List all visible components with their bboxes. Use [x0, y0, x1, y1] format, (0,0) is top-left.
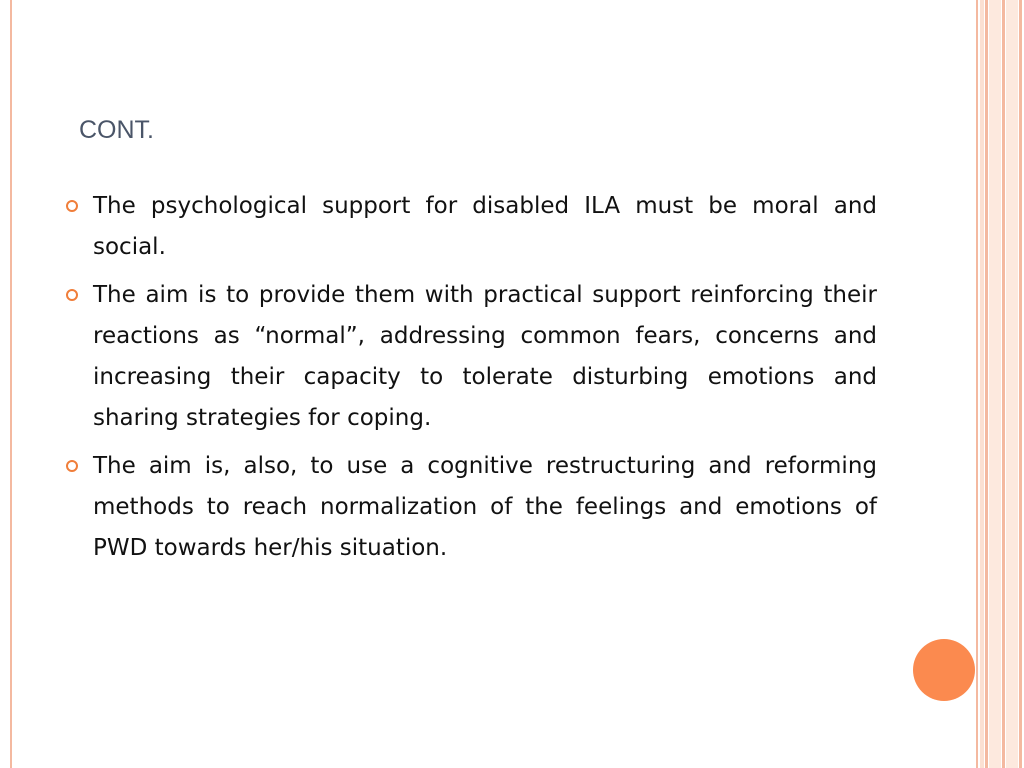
- bullet-item: [65, 446, 877, 569]
- bullet-list: [65, 186, 877, 576]
- bullet-item: [65, 186, 877, 268]
- bullet-item: [65, 275, 877, 439]
- stripe: [989, 0, 1001, 768]
- stripe: [1006, 0, 1018, 768]
- bullet-text: The psychological support for disabled ILA must be moral and social.: [93, 193, 877, 260]
- left-border-line: [10, 0, 12, 768]
- stripe: [1019, 0, 1022, 768]
- stripe: [980, 0, 984, 768]
- bullet-circle-icon: [66, 200, 78, 212]
- slide-title: CONT.: [79, 116, 154, 144]
- bullet-circle-icon: [66, 460, 78, 472]
- bullet-circle-icon: [66, 289, 78, 301]
- orange-circle-decoration: [913, 639, 975, 701]
- stripe: [985, 0, 988, 768]
- bullet-text: The aim is to provide them with practical support reinforcing their reactions as “normal”, addressing common fears, concerns and increasing their capacity to tolerate disturbing emotions and sharing strategies for coping.: [93, 282, 877, 431]
- bullet-text: The aim is, also, to use a cognitive restructuring and reforming methods to reach normalization of the feelings and emotions of PWD towards her/his situation.: [93, 453, 877, 561]
- right-decorative-stripes: [976, 0, 1024, 768]
- stripe: [1002, 0, 1005, 768]
- stripe: [976, 0, 978, 768]
